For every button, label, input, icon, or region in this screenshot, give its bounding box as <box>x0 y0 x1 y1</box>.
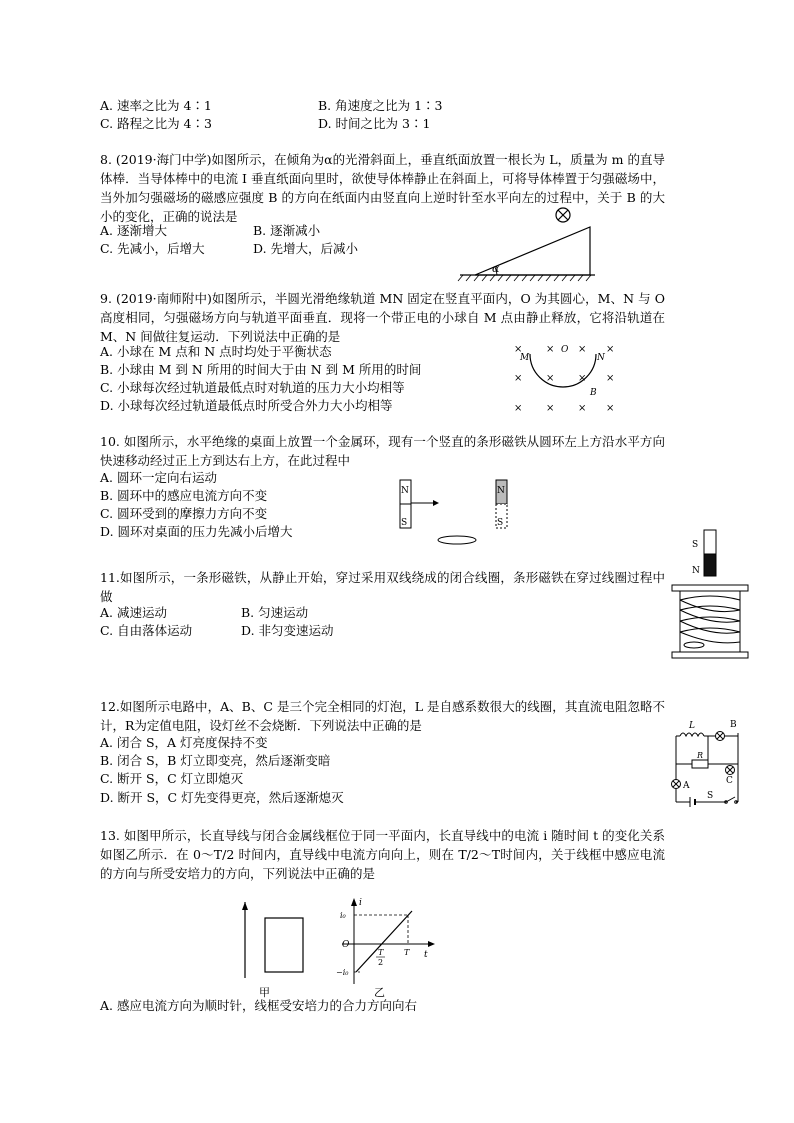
svg-text:×: × <box>578 403 587 414</box>
svg-text:×: × <box>606 373 615 384</box>
magnet-south-label-2: S <box>497 518 504 528</box>
q12-option-a: A. 闭合 S，A 灯亮度保持不变 <box>100 735 268 750</box>
magnet-north-label: N <box>401 486 409 496</box>
q12-option-c: C. 断开 S，C 灯立即熄灭 <box>100 771 244 786</box>
q13-stem: 13. 如图甲所示，长直导线与闭合金属线框位于同一平面内，长直导线中的电流 i 随时间 t 的变化关系如图乙所示．在 0～T/2 时间内，直导线中电流方向向上，则在 T/2～T时间内，关于线框中感应电流的方向与所受安培力的方向，下列说法中正确的是 <box>100 828 665 881</box>
q8-option-c: C. 先减小，后增大 <box>100 241 205 256</box>
svg-text:×: × <box>546 403 555 414</box>
q8-incline-figure <box>455 205 605 283</box>
q13-option-a: A. 感应电流方向为顺时针，线框受安培力的合力方向向右 <box>100 998 417 1013</box>
svg-text:×: × <box>514 373 523 384</box>
q11-stem: 11.如图所示，一条形磁铁，从静止开始，穿过采用双线绕成的闭合线圈，条形磁铁在穿过线圈过程中做 <box>100 570 665 604</box>
switch-label: S <box>707 791 714 801</box>
lamp-b-label: B <box>730 720 737 730</box>
current-into-page-icon <box>556 208 570 222</box>
q8-angle-label: α <box>492 262 500 275</box>
svg-text:×: × <box>606 344 615 355</box>
magnet-north-label-2: N <box>497 486 505 496</box>
svg-text:×: × <box>546 344 555 355</box>
double-wound-coil <box>672 585 748 658</box>
vertical-bar-magnet <box>692 530 716 576</box>
q9-label-o: O <box>561 345 569 355</box>
q10-option-c: C. 圆环受到的摩擦力方向不变 <box>100 506 268 521</box>
lamp-a <box>672 780 681 789</box>
lamp-c <box>726 766 735 775</box>
origin-label: O <box>342 940 350 950</box>
q11-option-b: B. 匀速运动 <box>241 605 309 620</box>
q9-label-m: M <box>520 353 530 363</box>
motion-arrow-icon <box>411 500 439 506</box>
magnet-north-label: N <box>692 566 700 576</box>
svg-text:×: × <box>606 403 615 414</box>
q9-label-b: B <box>590 388 597 398</box>
tick-half-t-denominator: 2 <box>378 958 384 967</box>
q7-option-c: C. 路程之比为 4∶3 <box>100 116 212 131</box>
q8-option-a: A. 逐渐增大 <box>100 223 167 238</box>
q10-option-a: A. 圆环一定向右运动 <box>100 470 217 485</box>
q12-option-b: B. 闭合 S，B 灯立即变亮，然后逐渐变暗 <box>100 753 331 768</box>
tick-neg-i0-label: −i₀ <box>336 968 349 977</box>
q9-stem: 9. (2019·南师附中)如图所示，半圆光滑绝缘轨道 MN 固定在竖直平面内，O 为其圆心，M、N 与 O 高度相同，匀强磁场方向与轨道平面垂直．现将一个带正电的小球自 M 点由静止释放，它将沿轨道在 M、N 间做往复运动．下列说法中正确的是 <box>100 291 665 344</box>
q9-option-d: D. 小球每次经过轨道最低点时所受合外力大小均相等 <box>100 398 393 413</box>
q7-option-d: D. 时间之比为 3∶1 <box>318 116 431 131</box>
q13-figure-jia <box>238 900 308 980</box>
q11-option-d: D. 非匀变速运动 <box>241 623 334 638</box>
q9-label-n: N <box>597 353 605 363</box>
q12-circuit-figure <box>668 718 748 808</box>
axis-i-label: i <box>359 898 362 908</box>
tick-half-t-numerator: T <box>378 948 384 957</box>
metal-ring <box>438 536 476 544</box>
q8-stem: 8. (2019·海门中学)如图所示，在倾角为α的光滑斜面上，垂直纸面放置一根长为 L，质量为 m 的直导体棒．当导体棒中的电流 I 垂直纸面向里时，欲使导体棒静止在斜面上，可将导体棒置于匀强磁场中，当外加匀强磁场的磁感应强度 B 的方向在纸面内由竖直向上逆时针至水平向左的过程中，关于 B 的大小的变化，正确的说法是 <box>100 152 665 224</box>
lamp-c-label: C <box>726 776 733 786</box>
svg-text:×: × <box>514 344 523 355</box>
svg-text:×: × <box>578 373 587 384</box>
q8-option-d: D. 先增大，后减小 <box>253 241 359 256</box>
q10-option-b: B. 圆环中的感应电流方向不变 <box>100 488 268 503</box>
q10-stem: 10. 如图所示，水平绝缘的桌面上放置一个金属环，现有一个竖直的条形磁铁从圆环左上方沿水平方向快速移动经过正上方到达右上方，在此过程中 <box>100 434 665 468</box>
q7-option-b: B. 角速度之比为 1∶3 <box>318 98 443 113</box>
figure-yi-label: 乙 <box>374 986 385 999</box>
q8-option-b: B. 逐渐减小 <box>253 223 321 238</box>
bar-magnet-right-dashed <box>496 480 507 528</box>
axis-t-label: t <box>424 950 428 960</box>
q11-option-c: C. 自由落体运动 <box>100 623 193 638</box>
bar-magnet-left <box>400 480 411 528</box>
q13-figure-yi-graph <box>334 896 439 986</box>
q9-option-a: A. 小球在 M 点和 N 点时均处于平衡状态 <box>100 344 332 359</box>
q9-semicircle-track-figure <box>510 338 620 416</box>
lamp-a-label: A <box>683 781 690 791</box>
q7-option-a: A. 速率之比为 4∶1 <box>100 98 212 113</box>
svg-text:×: × <box>514 403 523 414</box>
tick-t-label: T <box>404 948 410 957</box>
magnet-south-label: S <box>692 540 699 550</box>
q11-option-a: A. 减速运动 <box>100 605 167 620</box>
svg-text:×: × <box>546 373 555 384</box>
q10-option-d: D. 圆环对桌面的压力先减小后增大 <box>100 524 293 539</box>
magnet-south-label: S <box>401 518 408 528</box>
resistor-label: R <box>697 751 704 760</box>
q12-option-d: D. 断开 S，C 灯先变得更亮，然后逐渐熄灭 <box>100 790 344 805</box>
q11-magnet-coil-figure <box>668 528 753 663</box>
tick-i0-label: i₀ <box>340 911 346 920</box>
q9-option-b: B. 小球由 M 到 N 所用的时间大于由 N 到 M 所用的时间 <box>100 362 422 377</box>
lamp-b <box>716 732 725 741</box>
svg-text:×: × <box>578 344 587 355</box>
q9-option-c: C. 小球每次经过轨道最低点时对轨道的压力大小均相等 <box>100 380 405 395</box>
q10-magnet-ring-figure <box>395 478 525 548</box>
q12-stem: 12.如图所示电路中，A、B、C 是三个完全相同的灯泡，L 是自感系数很大的线圈，其直流电阻忽略不计，R为定值电阻，设灯丝不会烧断．下列说法中正确的是 <box>100 699 665 733</box>
figure-jia-label: 甲 <box>259 986 270 999</box>
inductor-label: L <box>689 721 695 731</box>
